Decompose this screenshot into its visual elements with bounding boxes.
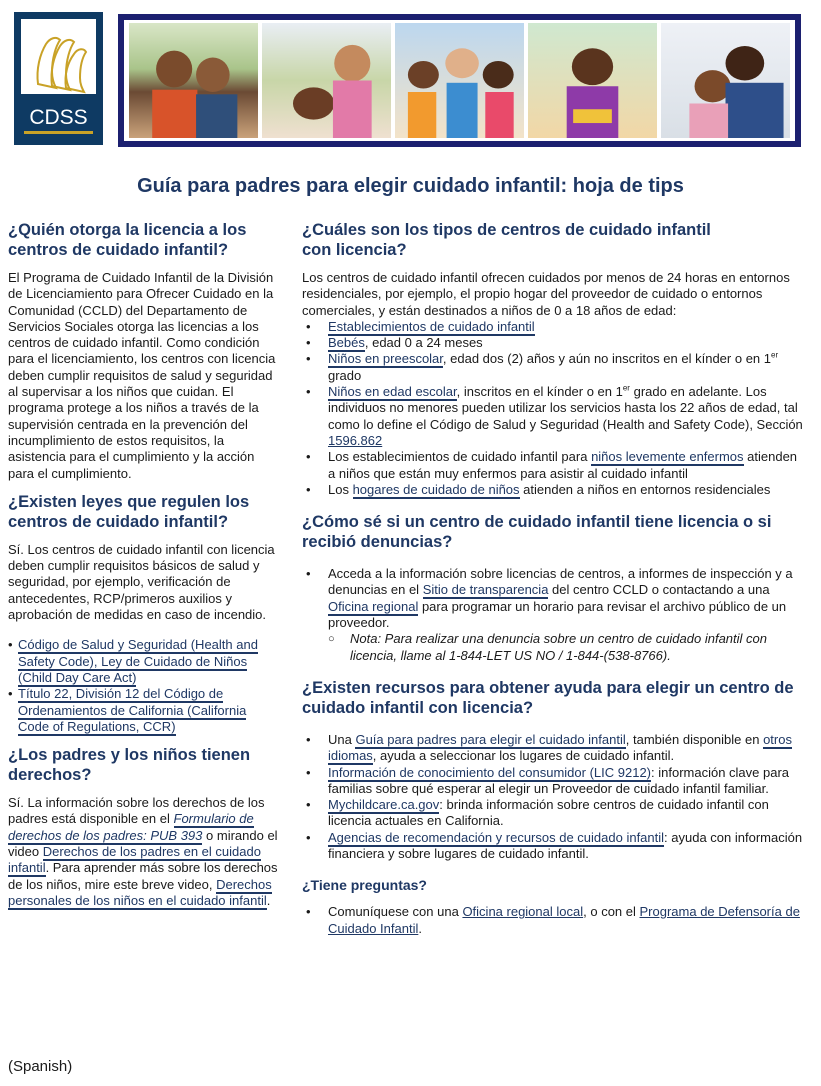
resources-list (302, 732, 807, 862)
heading-questions: ¿Tiene preguntas? (302, 877, 427, 894)
transparency-site-link[interactable]: Sitio de transparencia (422, 582, 549, 598)
health-safety-code-link[interactable]: Código de Salud y Seguridad (Health and Safety Code), Ley de Cuidado de Niños (Child Day Care Act) (18, 637, 258, 685)
other-languages-link[interactable]: otros idiomas (328, 731, 792, 764)
heading-licensed-check: ¿Cómo sé si un centro de cuidado infantil tiene licencia o si recibió denuncias? (302, 513, 772, 552)
childrens-rights-video-link[interactable]: Derechos personales de los niños en el cuidado infantil (8, 876, 272, 908)
referral-agencies-link[interactable]: Agencias de recomendación y recursos de cuidado infantil (328, 829, 665, 845)
note-list (324, 631, 807, 664)
laws-list (8, 637, 278, 735)
laws-body: Sí. Los centros de cuidado infantil con licencia deben cumplir requisitos básicos de salud y seguridad, por ejemplo, verificación de antecedentes, RCP/primeros auxilios y aprobación de medidas en caso de incendio. (8, 541, 275, 623)
regional-office-link[interactable]: Oficina regional (328, 598, 419, 614)
svg-text:CDSS: CDSS (29, 106, 88, 129)
ombudsman-program-link[interactable]: Programa de Defensoría de Cuidado Infantil (328, 904, 800, 936)
list-item: • Una Guía para padres para elegir el cuidado infantil, también disponible en otros idiomas, ayuda a seleccionar los lugares de cuidado infantil. (302, 732, 807, 765)
page-title: Guía para padres para elegir cuidado infantil: hoja de tips (137, 175, 684, 197)
parents-rights-video-link[interactable]: Derechos de los padres en el cuidado infantil (8, 844, 261, 876)
list-item: • Acceda a la información sobre licencias de centros, a informes de inspección y a denuncias en el Sitio de transparencia del centro CCLD o contactando a una Oficina regional para programar un horario para revisar el archivo público de un proveedor. (302, 566, 807, 631)
list-item: • Niños en preescolar, edad dos (2) años y aún no inscritos en el kínder o en 1er grado (302, 351, 807, 384)
pub-393-link[interactable]: Formulario de derechos de los padres: PUB 393 (8, 811, 254, 843)
left-column (8, 220, 278, 909)
list-item (8, 637, 278, 686)
list-item (302, 319, 807, 335)
types-body: Los centros de cuidado infantil ofrecen cuidados por menos de 24 horas en entornos residenciales, por ejemplo, el propio hogar del proveedor de cuidado o entornos comerciales, y están destinados a niños de 0 a 18 años de edad: (302, 270, 790, 318)
lic-9212-link[interactable]: Información de conocimiento del consumidor (LIC 9212) (328, 764, 652, 780)
mildly-ill-link[interactable]: niños levemente enfermos (591, 449, 744, 465)
list-item: • Mychildcare.ca.gov: brinda información sobre centros de cuidado infantil con licencia actuales en California. (302, 797, 807, 830)
list-item: • Comuníquese con una Oficina regional local, o con el Programa de Defensoría de Cuidado Infantil. (302, 904, 807, 937)
infants-link[interactable]: Bebés (328, 335, 365, 351)
child-playing-photo (528, 23, 657, 138)
school-age-link[interactable]: Niños en edad escolar (328, 384, 457, 400)
list-item: • Los establecimientos de cuidado infantil para niños levemente enfermos atienden a niños que están muy enfermos para asistir al cuidado infantil (302, 449, 807, 482)
list-item (8, 686, 278, 735)
section-1596-862-link[interactable]: 1596.862 (328, 432, 383, 448)
questions-list (302, 904, 807, 937)
title-22-link[interactable]: Título 22, División 12 del Código de Ordenamientos de California (California Code of Regulations, CCR) (18, 686, 247, 734)
right-column (302, 220, 807, 937)
cdss-logo (14, 12, 103, 145)
rights-body: Sí. La información sobre los derechos de los padres está disponible en el Formulario de derechos de los padres: PUB 393 o mirando el video Derechos de los padres en el cuidado infantil. Para aprender más sobre los derechos de los niños, mire este breve video, Derechos personales de los niños en el cuidado infantil. (8, 795, 278, 908)
language-label: (Spanish) (8, 1058, 73, 1075)
preschool-link[interactable]: Niños en preescolar (328, 351, 443, 367)
child-care-centers-link[interactable]: Establecimientos de cuidado infantil (328, 318, 535, 334)
mother-child-photo (262, 23, 391, 138)
list-item: • Agencias de recomendación y recursos de cuidado infantil: ayuda con información financiera y sobre lugares de cuidado infantil. (302, 830, 807, 863)
family-photo (129, 23, 258, 138)
list-item: • Los hogares de cuidado de niños atienden a niños en entornos residenciales (302, 482, 807, 498)
who-licenses-body: El Programa de Cuidado Infantil de la División de Licenciamiento para Ofrecer Cuidado en la Comunidad (CCLD) del Departamento de Servicios Sociales otorga las licencias a los centros de cuidado infantil. Como condición para el licenciamiento, los centros con licencia deben cumplir requisitos de salud y seguridad al supervisar a los niños que cuidan. El programa protege a los niños a través de la supervisión centrada en la prevención del incumplimiento de estos requisitos, la asistencia para el cumplimiento y la acción para el cumplimiento. (8, 270, 276, 481)
children-photo (395, 23, 524, 138)
local-regional-office-link[interactable]: Oficina regional local (462, 904, 584, 920)
list-item: • Información de conocimiento del consumidor (LIC 9212): información clave para familias sobre qué esperar al elegir un Proveedor de cuidado infantil familiar. (302, 765, 807, 798)
types-list (302, 319, 807, 498)
heading-rights: ¿Los padres y los niños tienen derechos? (8, 746, 251, 785)
licensed-check-list (302, 566, 807, 631)
heading-laws: ¿Existen leyes que regulen los centros de cuidado infantil? (8, 492, 250, 531)
list-item: • Bebés, edad 0 a 24 meses (302, 335, 807, 351)
header-photo-banner (118, 14, 801, 147)
heading-who-licenses: ¿Quién otorga la licencia a los centros de cuidado infantil? (8, 221, 247, 259)
family-child-care-homes-link[interactable]: hogares de cuidado de niños (352, 481, 520, 497)
father-child-photo (661, 23, 790, 138)
list-item: • Niños en edad escolar, inscritos en el kínder o en 1er grado en adelante. Los individuos no menores pueden utilizar los servicios hasta los 22 años de edad, tal como lo define el Código de Salud y Seguridad (Health and Safety Code), Sección 1596.862 (302, 384, 807, 449)
heading-types: ¿Cuáles son los tipos de centros de cuidado infantil con licencia? (302, 221, 711, 259)
complaint-note: ○ Nota: Para realizar una denuncia sobre un centro de cuidado infantil con licencia, llame al 1-844-LET US NO / 1-844-(538-8766). (324, 631, 807, 664)
mychildcare-link[interactable]: Mychildcare.ca.gov (328, 797, 440, 813)
heading-resources: ¿Existen recursos para obtener ayuda para elegir un centro de cuidado infantil con licencia? (302, 678, 794, 717)
parents-guide-link[interactable]: Guía para padres para elegir el cuidado infantil (355, 731, 626, 747)
